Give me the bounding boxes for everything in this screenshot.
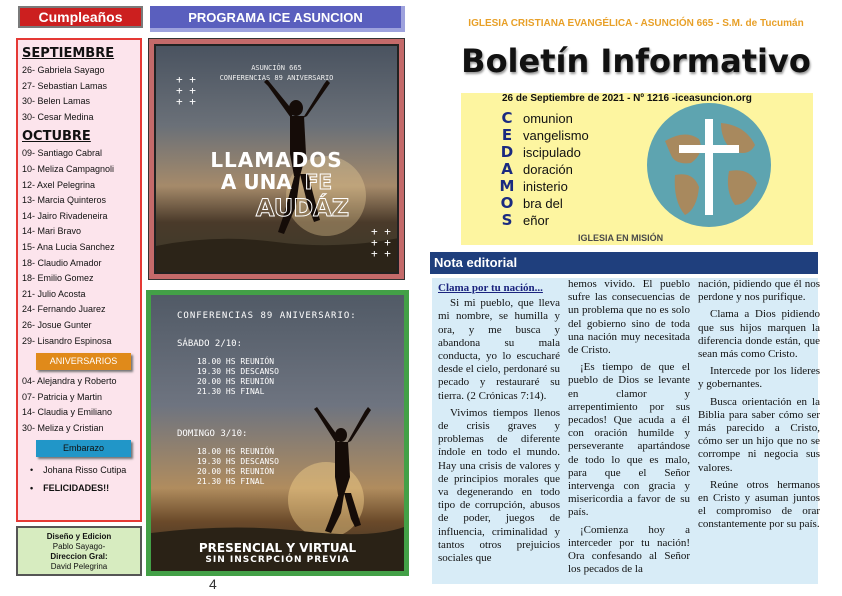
program-header: PROGRAMA ICE ASUNCION	[150, 6, 405, 32]
church-name: IGLESIA CRISTIANA EVANGÉLICA - ASUNCIÓN 665 - S.M. de Tucumán	[468, 18, 804, 29]
editorial-paragraph: ¡Es tiempo de que el pueblo de Dios se levante en clamor y arrepentimiento por sus pecados! Que acuda a él con oración humilde y perseverante apartándose de todo lo que es malo, para que el Señor intervenga con gracia y misericordia a favor de su país.	[568, 361, 690, 519]
schedule-item: 19.30 HS DESCANSO	[197, 367, 279, 376]
editorial-paragraph: hemos vivido. El pueblo sufre las consecuencias de un problema que no es solo del gobierno sino de toda una nación muy necesitada de Cristo.	[568, 278, 690, 357]
birthday-item: 10- Meliza Campagnoli	[22, 163, 115, 174]
editorial-header: Nota editorial	[430, 252, 818, 274]
cedamos-word: inisterio	[523, 179, 568, 194]
schedule-item: 18.00 HS REUNIÓN	[197, 447, 275, 456]
cedamos-letter: E	[501, 126, 513, 144]
cedamos-letter: M	[499, 177, 515, 195]
cedamos-letter: S	[501, 211, 513, 229]
editorial-column-3	[698, 278, 820, 536]
editorial-paragraph: Clama a Dios pidiendo que sus hijos marquen la diferencia donde están, que sean más como Cristo.	[698, 308, 820, 361]
poster-image	[154, 44, 399, 274]
credits-direction-name: David Pelegrina	[50, 562, 108, 571]
schedule-title: CONFERENCIAS 89 ANIVERSARIO:	[177, 311, 357, 321]
schedule-item: 21.30 HS FINAL	[197, 477, 265, 486]
schedule-footer-2: SIN INSCRPCIÓN PREVIA	[205, 555, 350, 565]
birthday-item: 14- Jairo Rivadeneira	[22, 210, 108, 221]
day1-schedule	[197, 357, 279, 397]
conference-poster	[148, 38, 405, 280]
september-list	[22, 63, 140, 125]
editorial-paragraph: Reúne otros hermanos en Cristo y asuman juntos el compromiso de orar constantemente por su país.	[698, 478, 820, 531]
pregnancy-list	[22, 461, 140, 497]
cedamos-letter: A	[501, 160, 513, 178]
editorial-paragraph: Si mi pueblo, que lleva mi nombre, se humilla y ora, y me busca y abandona su mala conducta, yo lo escucharé desde el cielo, perdonaré su pecado y restauraré su tierra. (2 Crónicas 7:14).	[438, 297, 560, 402]
birthday-item: 18- Emilio Gomez	[22, 273, 94, 284]
october-label: OCTUBRE	[22, 129, 91, 145]
credits-design-name: Pablo Sayago-	[52, 542, 106, 551]
poster-address: ASUNCIÓN 665	[251, 64, 302, 72]
birthday-item: 29- Lisandro Espinosa	[22, 335, 112, 346]
anniversary-item: 04- Alejandra y Roberto	[22, 376, 117, 387]
cedamos-word: eñor	[523, 213, 550, 228]
birthday-item: 27- Sebastian Lamas	[22, 80, 108, 91]
pregnancy-item: • FELICIDADES!!	[22, 479, 140, 497]
poster-headline-2	[156, 170, 397, 194]
cedamos-letter: C	[501, 109, 513, 127]
day1-label: SÁBADO 2/10:	[177, 339, 243, 349]
anniversary-item: 14- Claudia y Emiliano	[22, 407, 113, 418]
birthday-item: 12- Axel Pelegrina	[22, 179, 96, 190]
october-list	[22, 146, 140, 349]
editorial-body	[432, 278, 818, 584]
editorial-heading: Clama por tu nación...	[438, 282, 543, 294]
credits-design-label: Diseño y Edicion	[46, 532, 112, 541]
cedamos-word: vangelismo	[523, 128, 589, 143]
pregnancy-item: • Johana Risso Cutipa	[22, 461, 140, 479]
birthday-item: 13- Marcia Quinteros	[22, 195, 107, 206]
poster-headline-3: AUDÁZ	[255, 194, 350, 222]
cedamos-word: doración	[523, 162, 573, 177]
cedamos-letter: D	[500, 143, 514, 161]
pregnancy-label: Embarazo	[36, 440, 131, 457]
editorial-column-1	[438, 282, 560, 569]
plus-decoration: + + + + + +	[371, 225, 391, 260]
editorial-paragraph: nación, pidiendo que él nos perdone y nos purifique.	[698, 278, 820, 304]
cedamos-word: bra del	[523, 196, 563, 211]
mission-text: IGLESIA EN MISIÓN	[578, 233, 664, 243]
anniversaries-list	[22, 374, 140, 436]
birthday-item: 26- Gabriela Sayago	[22, 65, 105, 75]
cedamos-word: omunion	[523, 111, 573, 126]
day2-schedule	[197, 447, 279, 487]
editorial-paragraph: Intercede por los líderes y gobernantes.	[698, 365, 820, 391]
cedamos-word: iscipulado	[523, 145, 581, 160]
birthday-item: 15- Ana Lucia Sanchez	[22, 241, 115, 252]
cedamos-letter: O	[500, 194, 514, 212]
anniversaries-label: ANIVERSARIOS	[36, 353, 131, 370]
schedule-item: 20.00 HS REUNIÓN	[197, 377, 275, 386]
anniversary-item: 30- Meliza y Cristian	[22, 422, 104, 433]
schedule-item: 19.30 HS DESCANSO	[197, 457, 279, 466]
schedule-item: 21.30 HS FINAL	[197, 387, 265, 396]
poster-headline-fe: FE	[304, 170, 333, 194]
editorial-paragraph: Vivimos tiempos llenos de crisis graves y problemas de diferente índole en todo el mundo. Hay una crisis de valores y de principios morales que va degenerando en todo tipo de corrupción, abusos de poder, juegos de influencia, criminalidad y tantos otros prejuicios sociales que	[438, 406, 560, 565]
september-label: SEPTIEMBRE	[22, 46, 115, 61]
schedule-item: 18.00 HS REUNIÓN	[197, 357, 275, 366]
anniversary-item: 07- Patricia y Martin	[22, 391, 103, 402]
bulletin-title: Boletín Informativo	[461, 42, 811, 80]
editorial-paragraph: Busca orientación en la Biblia para saber cómo ser más parecido a Cristo, cómo ser un hijo que no se corrompe ni negocia sus valores.	[698, 395, 820, 474]
page-number: 4	[209, 576, 217, 592]
schedule-item: 20.00 HS REUNIÓN	[197, 467, 275, 476]
birthdays-header: Cumpleaños	[18, 6, 143, 28]
birthday-item: 30- Belen Lamas	[22, 96, 91, 107]
birthday-item: 24- Fernando Juarez	[22, 304, 106, 315]
plus-decoration: + + + + + +	[176, 73, 196, 108]
birthday-item: 09- Santiago Cabral	[22, 148, 103, 159]
editorial-column-2	[568, 278, 690, 580]
birthday-item: 14- Mari Bravo	[22, 226, 82, 237]
birthdays-panel	[16, 38, 142, 522]
credits-box	[16, 526, 142, 576]
birthday-item: 26- Josue Gunter	[22, 319, 92, 330]
schedule-image	[151, 295, 404, 571]
birthday-item: 30- Cesar Medina	[22, 111, 94, 122]
credits-direction-label: Direccion Gral:	[50, 552, 108, 561]
globe-cross-icon	[645, 101, 773, 229]
day2-label: DOMINGO 3/10:	[177, 429, 248, 439]
poster-headline-1: LLAMADOS	[210, 148, 343, 172]
schedule-footer-1: PRESENCIAL Y VIRTUAL	[198, 541, 357, 555]
birthday-item: 18- Claudio Amador	[22, 257, 102, 268]
poster-subtitle: CONFERENCIAS 89 ANIVERSARIO	[219, 74, 334, 82]
date-line: 26 de Septiembre de 2021 - Nº 1216 -iceasuncion.org	[502, 93, 752, 104]
schedule-poster	[146, 290, 409, 576]
poster-headline-a-una: A UNA	[220, 170, 292, 194]
editorial-paragraph: ¡Comienza hoy a interceder por tu nación! Ora confesando al Señor los pecados de la	[568, 523, 690, 576]
birthday-item: 21- Julio Acosta	[22, 288, 86, 299]
